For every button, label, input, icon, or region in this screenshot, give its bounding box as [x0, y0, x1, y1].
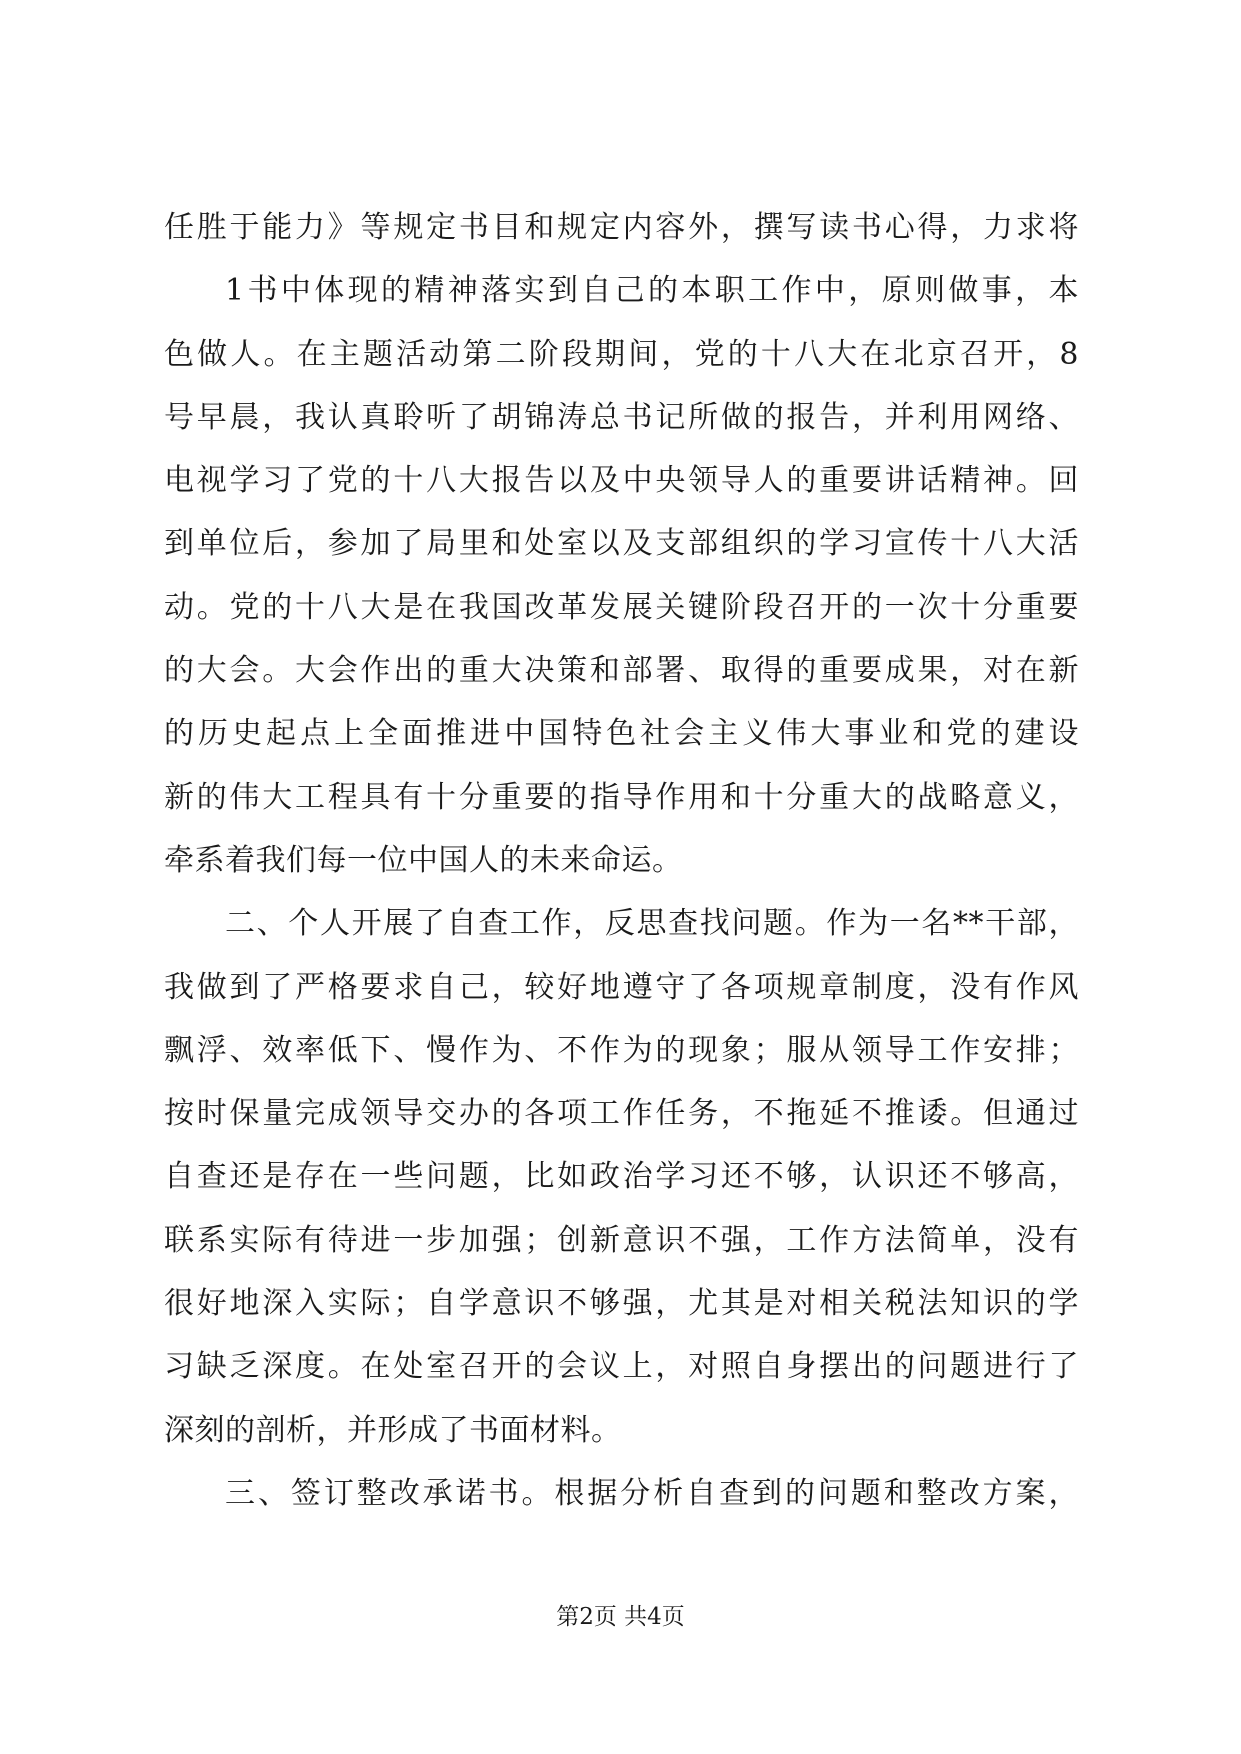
- text-line: 的大会。大会作出的重大决策和部署、取得的重要成果，对在新: [164, 653, 1079, 689]
- text-line: 牵系着我们每一位中国人的未来命运。: [164, 842, 683, 878]
- text-line: 按时保量完成领导交办的各项工作任务，不拖延不推诿。但通过: [164, 1096, 1079, 1132]
- text-line: 自查还是存在一些问题，比如政治学习还不够，认识还不够高，: [164, 1159, 1079, 1195]
- text-line: 我做到了严格要求自己，较好地遵守了各项规章制度，没有作风: [164, 969, 1079, 1005]
- text-line: 动。党的十八大是在我国改革发展关键阶段召开的一次十分重要: [164, 589, 1079, 625]
- text-line: 习缺乏深度。在处室召开的会议上，对照自身摆出的问题进行了: [164, 1349, 1079, 1385]
- text-line: 任胜于能力》等规定书目和规定内容外，撰写读书心得，力求将: [164, 210, 1079, 245]
- text-line: 的历史起点上全面推进中国特色社会主义伟大事业和党的建设: [164, 716, 1079, 752]
- text-line: 三、签订整改承诺书。根据分析自查到的问题和整改方案，: [225, 1475, 1079, 1511]
- text-line: 新的伟大工程具有十分重要的指导作用和十分重大的战略意义，: [164, 779, 1079, 815]
- text-line: 联系实际有待进一步加强；创新意识不强，工作方法简单，没有: [164, 1222, 1079, 1258]
- page-number-footer: 第2页 共4页: [556, 1604, 685, 1630]
- body-text: [164, 196, 1079, 1525]
- text-line: 很好地深入实际；自学意识不够强，尤其是对相关税法知识的学: [164, 1286, 1079, 1322]
- text-line: 号早晨，我认真聆听了胡锦涛总书记所做的报告，并利用网络、: [164, 399, 1079, 435]
- text-line: 二、个人开展了自查工作，反思查找问题。作为一名**干部，: [225, 906, 1079, 942]
- text-line: 到单位后，参加了局里和处室以及支部组织的学习宣传十八大活: [164, 526, 1079, 562]
- text-line: 飘浮、效率低下、慢作为、不作为的现象；服从领导工作安排；: [164, 1032, 1079, 1068]
- text-line: 深刻的剖析，并形成了书面材料。: [164, 1412, 622, 1448]
- text-line: 色做人。在主题活动第二阶段期间，党的十八大在北京召开，8: [164, 336, 1079, 372]
- text-line: 电视学习了党的十八大报告以及中央领导人的重要讲话精神。回: [164, 463, 1079, 499]
- text-line: 1书中体现的精神落实到自己的本职工作中，原则做事，本: [225, 273, 1079, 309]
